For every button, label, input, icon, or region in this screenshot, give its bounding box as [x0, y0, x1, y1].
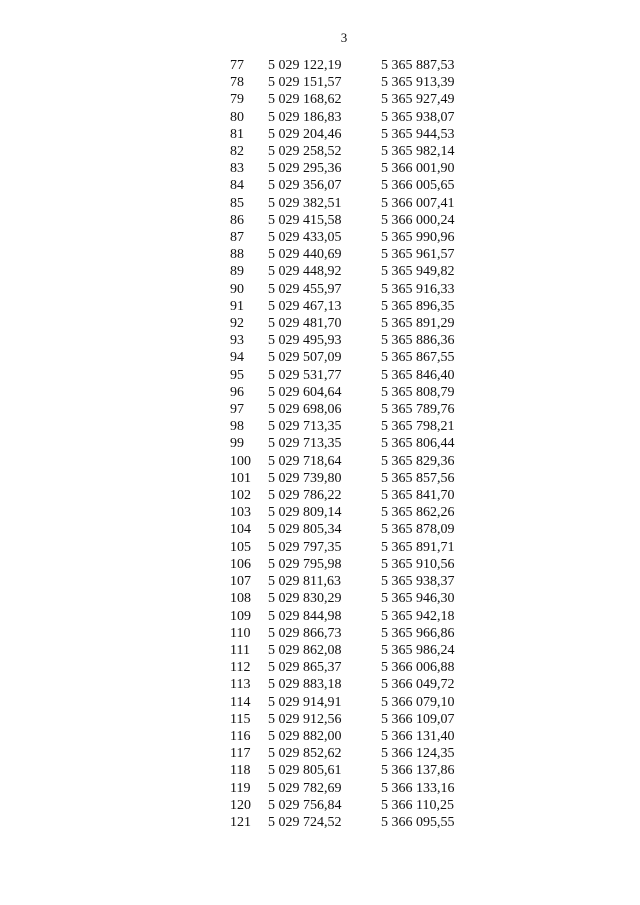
point-number-cell: 117	[230, 746, 251, 762]
y-coordinate-cell: 5 365 990,96	[381, 230, 455, 246]
x-coordinate-cell: 5 029 786,22	[268, 488, 342, 504]
table-row	[230, 349, 471, 366]
point-number-cell: 77	[230, 58, 244, 73]
y-coordinate-cell: 5 365 986,24	[381, 642, 455, 658]
table-row	[230, 470, 471, 487]
table-row	[230, 160, 471, 177]
table-row	[230, 780, 471, 797]
y-coordinate-cell: 5 365 942,18	[381, 608, 455, 624]
x-coordinate-cell: 5 029 795,98	[268, 556, 342, 572]
point-number-cell: 89	[230, 264, 244, 280]
y-coordinate-cell: 5 365 808,79	[381, 384, 455, 400]
point-number-cell: 87	[230, 230, 244, 246]
point-number-cell: 80	[230, 109, 244, 125]
table-row	[230, 625, 471, 642]
table-row	[230, 298, 471, 315]
y-coordinate-cell: 5 365 938,07	[381, 109, 455, 125]
x-coordinate-cell: 5 029 912,56	[268, 711, 342, 727]
table-row	[230, 676, 471, 693]
y-coordinate-cell: 5 365 910,56	[381, 556, 455, 572]
point-number-cell: 107	[230, 574, 251, 590]
table-row	[230, 367, 471, 384]
table-row	[230, 91, 471, 108]
y-coordinate-cell: 5 366 109,07	[381, 711, 455, 727]
point-number-cell: 115	[230, 711, 251, 727]
table-row	[230, 659, 471, 676]
y-coordinate-cell: 5 365 961,57	[381, 247, 455, 263]
x-coordinate-cell: 5 029 739,80	[268, 470, 342, 486]
point-number-cell: 84	[230, 178, 244, 194]
y-coordinate-cell: 5 365 887,53	[381, 58, 455, 73]
y-coordinate-cell: 5 366 110,25	[381, 797, 454, 813]
table-row	[230, 332, 471, 349]
table-row	[230, 74, 471, 91]
x-coordinate-cell: 5 029 698,06	[268, 402, 342, 418]
y-coordinate-cell: 5 366 133,16	[381, 780, 455, 796]
x-coordinate-cell: 5 029 782,69	[268, 780, 342, 796]
point-number-cell: 82	[230, 144, 244, 160]
y-coordinate-cell: 5 365 946,30	[381, 591, 455, 607]
coordinates-table	[230, 57, 471, 831]
table-row	[230, 401, 471, 418]
table-row	[230, 143, 471, 160]
y-coordinate-cell: 5 366 005,65	[381, 178, 455, 194]
point-number-cell: 101	[230, 470, 251, 486]
point-number-cell: 91	[230, 298, 244, 314]
x-coordinate-cell: 5 029 433,05	[268, 230, 342, 246]
y-coordinate-cell: 5 365 982,14	[381, 144, 455, 160]
y-coordinate-cell: 5 365 944,53	[381, 126, 455, 142]
y-coordinate-cell: 5 365 949,82	[381, 264, 455, 280]
x-coordinate-cell: 5 029 356,07	[268, 178, 342, 194]
point-number-cell: 90	[230, 281, 244, 297]
table-row	[230, 556, 471, 573]
y-coordinate-cell: 5 365 806,44	[381, 436, 455, 452]
y-coordinate-cell: 5 365 841,70	[381, 488, 455, 504]
y-coordinate-cell: 5 365 886,36	[381, 333, 455, 349]
y-coordinate-cell: 5 365 927,49	[381, 92, 455, 108]
y-coordinate-cell: 5 365 789,76	[381, 402, 455, 418]
y-coordinate-cell: 5 366 079,10	[381, 694, 455, 710]
x-coordinate-cell: 5 029 495,93	[268, 333, 342, 349]
x-coordinate-cell: 5 029 295,36	[268, 161, 342, 177]
x-coordinate-cell: 5 029 866,73	[268, 625, 342, 641]
y-coordinate-cell: 5 366 095,55	[381, 814, 455, 830]
point-number-cell: 116	[230, 728, 251, 744]
y-coordinate-cell: 5 365 891,29	[381, 316, 455, 332]
table-row	[230, 762, 471, 779]
x-coordinate-cell: 5 029 844,98	[268, 608, 342, 624]
x-coordinate-cell: 5 029 151,57	[268, 75, 342, 91]
y-coordinate-cell: 5 366 000,24	[381, 212, 455, 228]
point-number-cell: 83	[230, 161, 244, 177]
y-coordinate-cell: 5 365 966,86	[381, 625, 455, 641]
table-row	[230, 608, 471, 625]
x-coordinate-cell: 5 029 805,61	[268, 763, 342, 779]
x-coordinate-cell: 5 029 756,84	[268, 797, 342, 813]
x-coordinate-cell: 5 029 713,35	[268, 436, 342, 452]
x-coordinate-cell: 5 029 724,52	[268, 814, 342, 830]
x-coordinate-cell: 5 029 467,13	[268, 298, 342, 314]
point-number-cell: 105	[230, 539, 251, 555]
x-coordinate-cell: 5 029 168,62	[268, 92, 342, 108]
x-coordinate-cell: 5 029 862,08	[268, 642, 342, 658]
y-coordinate-cell: 5 366 124,35	[381, 746, 455, 762]
y-coordinate-cell: 5 365 913,39	[381, 75, 455, 91]
point-number-cell: 112	[230, 660, 251, 676]
point-number-cell: 98	[230, 419, 244, 435]
y-coordinate-cell: 5 366 137,86	[381, 763, 455, 779]
table-row	[230, 126, 471, 143]
point-number-cell: 103	[230, 505, 251, 521]
point-number-cell: 106	[230, 556, 251, 572]
x-coordinate-cell: 5 029 811,63	[268, 574, 341, 590]
page-number: 3	[340, 30, 348, 45]
x-coordinate-cell: 5 029 914,91	[268, 694, 342, 710]
table-row	[230, 246, 471, 263]
table-row	[230, 109, 471, 126]
x-coordinate-cell: 5 029 809,14	[268, 505, 342, 521]
point-number-cell: 81	[230, 126, 244, 142]
table-row	[230, 797, 471, 814]
table-row	[230, 195, 471, 212]
x-coordinate-cell: 5 029 830,29	[268, 591, 342, 607]
table-row	[230, 642, 471, 659]
x-coordinate-cell: 5 029 481,70	[268, 316, 342, 332]
x-coordinate-cell: 5 029 204,46	[268, 126, 342, 142]
y-coordinate-cell: 5 365 862,26	[381, 505, 455, 521]
point-number-cell: 119	[230, 780, 251, 796]
table-row	[230, 418, 471, 435]
x-coordinate-cell: 5 029 883,18	[268, 677, 342, 693]
x-coordinate-cell: 5 029 852,62	[268, 746, 342, 762]
table-row	[230, 435, 471, 452]
y-coordinate-cell: 5 365 878,09	[381, 522, 455, 538]
point-number-cell: 92	[230, 316, 244, 332]
x-coordinate-cell: 5 029 448,92	[268, 264, 342, 280]
point-number-cell: 109	[230, 608, 251, 624]
table-row	[230, 573, 471, 590]
y-coordinate-cell: 5 365 891,71	[381, 539, 455, 555]
x-coordinate-cell: 5 029 258,52	[268, 144, 342, 160]
table-row	[230, 384, 471, 401]
y-coordinate-cell: 5 365 867,55	[381, 350, 455, 366]
coordinates-table-body	[230, 57, 471, 831]
table-row	[230, 263, 471, 280]
table-row	[230, 453, 471, 470]
table-row	[230, 315, 471, 332]
table-row	[230, 504, 471, 521]
x-coordinate-cell: 5 029 805,34	[268, 522, 342, 538]
x-coordinate-cell: 5 029 455,97	[268, 281, 342, 297]
x-coordinate-cell: 5 029 865,37	[268, 660, 342, 676]
point-number-cell: 120	[230, 797, 251, 813]
point-number-cell: 88	[230, 247, 244, 263]
x-coordinate-cell: 5 029 713,35	[268, 419, 342, 435]
table-row	[230, 590, 471, 607]
y-coordinate-cell: 5 365 916,33	[381, 281, 455, 297]
x-coordinate-cell: 5 029 882,00	[268, 728, 342, 744]
y-coordinate-cell: 5 366 007,41	[381, 195, 455, 211]
table-row	[230, 281, 471, 298]
x-coordinate-cell: 5 029 440,69	[268, 247, 342, 263]
y-coordinate-cell: 5 365 857,56	[381, 470, 455, 486]
y-coordinate-cell: 5 366 131,40	[381, 728, 455, 744]
x-coordinate-cell: 5 029 415,58	[268, 212, 342, 228]
point-number-cell: 95	[230, 367, 244, 383]
y-coordinate-cell: 5 366 001,90	[381, 161, 455, 177]
point-number-cell: 93	[230, 333, 244, 349]
y-coordinate-cell: 5 366 049,72	[381, 677, 455, 693]
point-number-cell: 96	[230, 384, 244, 400]
table-row	[230, 694, 471, 711]
table-row	[230, 57, 471, 74]
y-coordinate-cell: 5 366 006,88	[381, 660, 455, 676]
table-row	[230, 521, 471, 538]
table-row	[230, 212, 471, 229]
point-number-cell: 102	[230, 488, 251, 504]
point-number-cell: 78	[230, 75, 244, 91]
x-coordinate-cell: 5 029 122,19	[268, 58, 342, 73]
point-number-cell: 79	[230, 92, 244, 108]
table-row	[230, 539, 471, 556]
point-number-cell: 108	[230, 591, 251, 607]
x-coordinate-cell: 5 029 382,51	[268, 195, 342, 211]
table-row	[230, 745, 471, 762]
point-number-cell: 97	[230, 402, 244, 418]
table-row	[230, 487, 471, 504]
table-row	[230, 711, 471, 728]
point-number-cell: 121	[230, 814, 251, 830]
y-coordinate-cell: 5 365 896,35	[381, 298, 455, 314]
x-coordinate-cell: 5 029 797,35	[268, 539, 342, 555]
point-number-cell: 94	[230, 350, 244, 366]
y-coordinate-cell: 5 365 798,21	[381, 419, 455, 435]
point-number-cell: 110	[230, 625, 251, 641]
point-number-cell: 100	[230, 453, 251, 469]
point-number-cell: 104	[230, 522, 251, 538]
point-number-cell: 85	[230, 195, 244, 211]
table-row	[230, 177, 471, 194]
y-coordinate-cell: 5 365 938,37	[381, 574, 455, 590]
table-row	[230, 229, 471, 246]
y-coordinate-cell: 5 365 829,36	[381, 453, 455, 469]
point-number-cell: 86	[230, 212, 244, 228]
point-number-cell: 111	[230, 642, 250, 658]
point-number-cell: 114	[230, 694, 251, 710]
point-number-cell: 113	[230, 677, 251, 693]
table-row	[230, 814, 471, 831]
x-coordinate-cell: 5 029 507,09	[268, 350, 342, 366]
point-number-cell: 99	[230, 436, 244, 452]
x-coordinate-cell: 5 029 186,83	[268, 109, 342, 125]
y-coordinate-cell: 5 365 846,40	[381, 367, 455, 383]
point-number-cell: 118	[230, 763, 251, 779]
x-coordinate-cell: 5 029 604,64	[268, 384, 342, 400]
x-coordinate-cell: 5 029 531,77	[268, 367, 342, 383]
x-coordinate-cell: 5 029 718,64	[268, 453, 342, 469]
table-row	[230, 728, 471, 745]
